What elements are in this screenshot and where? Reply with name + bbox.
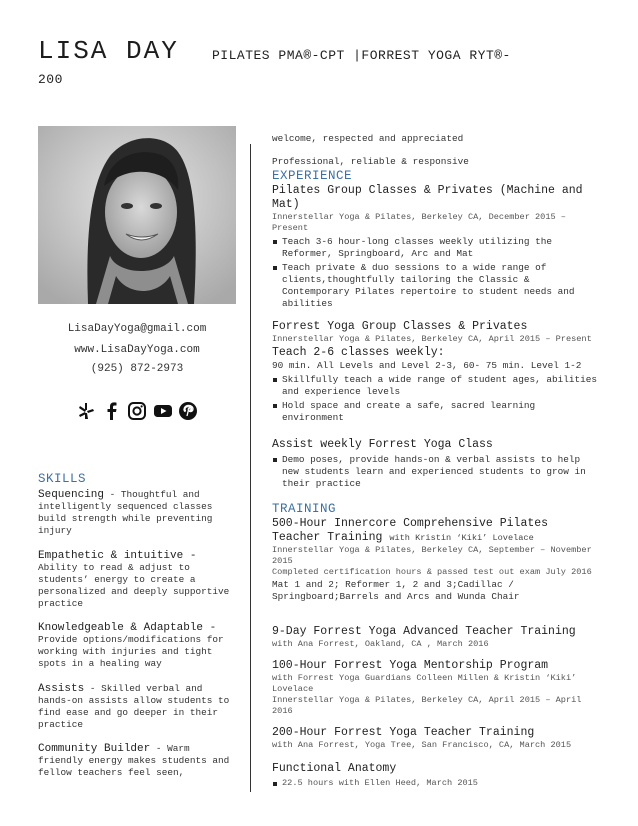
training-item: [272, 726, 602, 751]
training-title: 500-Hour Innercore Comprehensive Pilates Teacher Training: [272, 517, 549, 544]
training-note: Completed certification hours & passed test out exam July 2016: [272, 567, 592, 577]
job-bullet: Teach private & duo sessions to a wide range of clients,thoughtfully tailoring the Classic & Contemporary Pilates repertoire to student needs and abilities: [272, 262, 602, 310]
skill-title: Sequencing: [38, 489, 105, 501]
training-detail: with Ana Forrest, Yoga Tree, San Francisco, CA, March 2015: [272, 740, 572, 750]
training-heading: TRAINING: [272, 502, 337, 516]
job-location: Innerstellar Yoga & Pilates, Berkeley CA, December 2015 – Present: [272, 212, 566, 233]
pinterest-icon[interactable]: [178, 401, 198, 421]
job-title: Assist weekly Forrest Yoga Class: [272, 438, 493, 451]
job-bullet: Skillfully teach a wide range of student ages, abilities and experience levels: [272, 374, 602, 398]
job-title: Forrest Yoga Group Classes & Privates: [272, 320, 528, 333]
job-location: Innerstellar Yoga & Pilates, Berkeley CA, April 2015 – Present: [272, 334, 592, 344]
training-item: [272, 517, 602, 603]
experience-heading: EXPERIENCE: [272, 169, 353, 183]
training-item: [272, 625, 602, 650]
intro-line: welcome, respected and appreciated: [272, 133, 464, 144]
job-title: Pilates Group Classes & Privates (Machine and Mat): [272, 184, 583, 211]
job-bullet: Demo poses, provide hands-on & verbal assists to help new students learn and experienced students to grow in their practice: [272, 454, 602, 490]
skill-description: Provide options/modifications for working with injuries and tight spots in a healing way: [38, 634, 224, 669]
training-location: Innerstellar Yoga & Pilates, Berkeley CA, April 2015 – April 2016: [272, 695, 582, 716]
skill-item: [38, 622, 238, 670]
skills-heading: SKILLS: [38, 472, 87, 486]
experience-item: [272, 184, 602, 310]
job-bullet: Teach 3-6 hour-long classes weekly utilizing the Reformer, Springboard, Arc and Mat: [272, 236, 602, 260]
training-apparatus: Mat 1 and 2; Reformer 1, 2 and 3;Cadillac / Springboard;Barrels and Arcs and Wunda Chair: [272, 579, 520, 602]
skill-item: [38, 550, 238, 610]
training-title: 100-Hour Forrest Yoga Mentorship Program: [272, 659, 549, 672]
skill-title: Empathetic & intuitive -: [38, 550, 197, 562]
skill-item: [38, 683, 238, 731]
job-bullet: Hold space and create a safe, sacred learning environment: [272, 400, 602, 424]
training-title: 9-Day Forrest Yoga Advanced Teacher Training: [272, 625, 576, 638]
contact-website[interactable]: www.LisaDayYoga.com: [74, 344, 200, 356]
skill-item: [38, 489, 238, 537]
skill-description: - Warm friendly energy makes students and fellow teachers feel seen,: [38, 743, 230, 778]
column-divider: [250, 144, 251, 792]
contact-email[interactable]: LisaDayYoga@gmail.com: [67, 323, 207, 335]
facebook-icon[interactable]: [102, 401, 122, 421]
resume-credentials: PILATES PMA®-CPT |FORREST YOGA RYT®-: [212, 48, 511, 63]
skill-title: Assists: [38, 683, 85, 695]
training-location: Innerstellar Yoga & Pilates, Berkeley CA, September – November 2015: [272, 545, 592, 566]
intro-line: Professional, reliable & responsive: [272, 156, 469, 167]
training-instructor: with Kristin ‘Kiki’ Lovelace: [389, 533, 534, 543]
training-item: [272, 762, 602, 789]
job-schedule: 90 min. All Levels and Level 2-3, 60- 75 min. Level 1-2: [272, 360, 582, 371]
experience-item: [272, 320, 602, 424]
skill-title: Knowledgeable & Adaptable -: [38, 622, 217, 634]
experience-item: [272, 438, 602, 490]
training-title: Functional Anatomy: [272, 762, 397, 775]
resume-name: LISA DAY: [38, 36, 179, 66]
skill-description: - Thoughtful and intelligently sequenced classes build strength while preventing injury: [38, 489, 213, 536]
skill-description: Ability to read & adjust to students’ energy to create a personalized and deeply supportive practice: [38, 562, 230, 609]
job-subtitle: Teach 2-6 classes weekly:: [272, 346, 445, 359]
training-item: [272, 659, 602, 717]
youtube-icon[interactable]: [153, 401, 173, 421]
resume-credentials-suffix: 200: [38, 72, 63, 87]
social-links: [76, 400, 198, 422]
training-title: 200-Hour Forrest Yoga Teacher Training: [272, 726, 535, 739]
training-detail: with Forrest Yoga Guardians Colleen Millen & Kristin ‘Kiki’ Lovelace: [272, 673, 577, 694]
skill-item: [38, 743, 238, 779]
instagram-icon[interactable]: [127, 401, 147, 421]
training-bullet: 22.5 hours with Ellen Heed, March 2015: [272, 778, 602, 789]
contact-phone[interactable]: (925) 872-2973: [90, 363, 184, 375]
skill-description: - Skilled verbal and hands-on assists allow students to find ease and go deeper in their practice: [38, 683, 230, 730]
yelp-icon[interactable]: [76, 401, 96, 421]
skill-title: Community Builder: [38, 743, 151, 755]
training-detail: with Ana Forrest, Oakland, CA , March 2016: [272, 639, 489, 649]
profile-photo: [38, 126, 236, 304]
